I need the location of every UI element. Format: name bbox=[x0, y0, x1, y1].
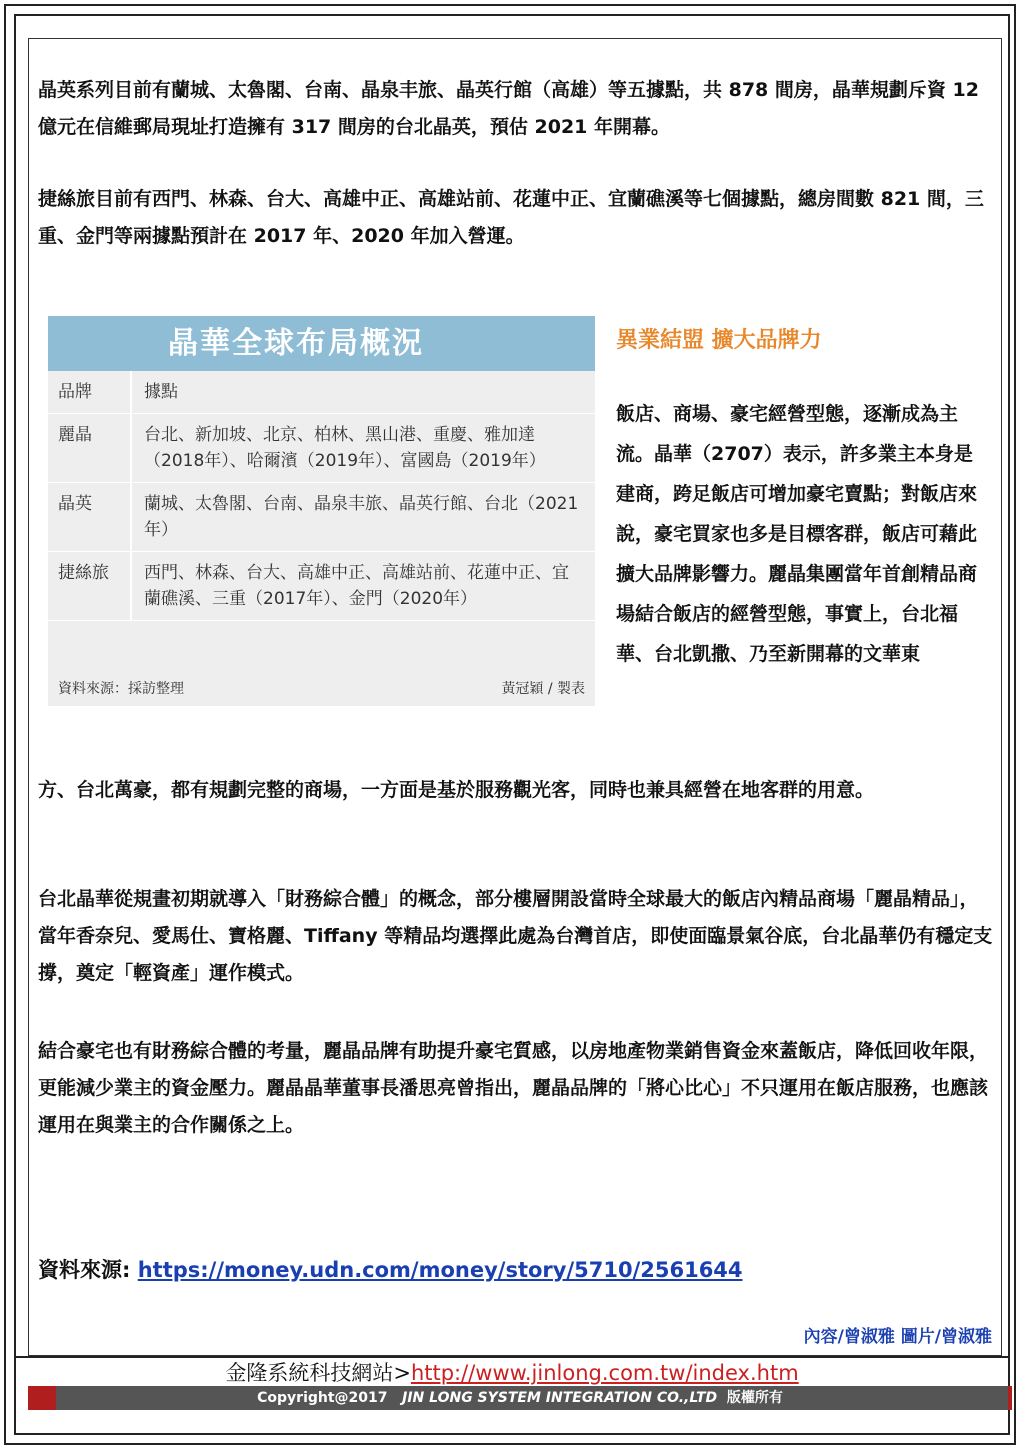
paragraph-financial-complex: 台北晶華從規畫初期就導入「財務綜合體」的概念，部分樓層開設當時全球最大的飯店內精品商場「麗晶精品」，當年香奈兒、愛馬仕、寶格麗、Tiffany 等精品均選擇此處為台灣首店，即使面臨景氣谷底，台北晶華仍有穩定支撐，奠定「輕資產」運作模式。 bbox=[38, 888, 993, 984]
side-column-text: 飯店、商場、豪宅經營型態，逐漸成為主流。晶華（2707）表示，許多業主本身是建商，跨足飯店可增加豪宅賣點；對飯店來說，豪宅買家也多是目標客群，飯店可藉此擴大品牌影響力。麗晶集團當年首創精品商場結合飯店的經營型態，事實上，台北福華、台北凱撒、乃至新開幕的文華東 bbox=[616, 403, 978, 665]
section-heading: 異業結盟 擴大品牌力 bbox=[616, 328, 822, 353]
table-title: 晶華全球布局概況 bbox=[48, 316, 595, 371]
copyright-text: Copyright@2017 bbox=[257, 1390, 388, 1406]
row-brand: 捷絲旅 bbox=[48, 552, 132, 620]
row-location: 台北、新加坡、北京、柏林、黑山港、重慶、雅加達（2018年）、哈爾濱（2019年）、富國島（2019年） bbox=[144, 425, 546, 471]
footer-red-block-right bbox=[1008, 1386, 1012, 1410]
row-brand: 晶英 bbox=[48, 483, 132, 551]
table-row bbox=[48, 414, 595, 483]
source-line bbox=[38, 1254, 743, 1284]
row-location: 西門、林森、台大、高雄中正、高雄站前、花蓮中正、宜蘭礁溪、三重（2017年）、金門（2020年） bbox=[144, 563, 569, 609]
paragraph-silks-series: 晶英系列目前有蘭城、太魯閣、台南、晶泉丰旅、晶英行館（高雄）等五據點，共 878 間房，晶華規劃斥資 12 億元在信維郵局現址打造擁有 317 間房的台北晶英，預估 2021 年開幕。 bbox=[38, 79, 979, 138]
row-brand: 麗晶 bbox=[48, 414, 132, 482]
global-layout-table bbox=[48, 316, 595, 706]
paragraph-continuation: 方、台北萬豪，都有規劃完整的商場，一方面是基於服務觀光客，同時也兼具經營在地客群的用意。 bbox=[38, 779, 875, 801]
footer-red-block bbox=[28, 1386, 56, 1410]
footer-website bbox=[14, 1356, 1010, 1386]
paragraph-luxury-residence: 結合豪宅也有財務綜合體的考量，麗晶品牌有助提升豪宅質感，以房地產物業銷售資金來蓋飯店，降低回收年限，更能減少業主的資金壓力。麗晶晶華董事長潘思亮曾指出，麗晶品牌的「將心比心」不只運用在飯店服務，也應該運用在與業主的合作關係之上。 bbox=[38, 1040, 989, 1136]
credit-line: 內容/曾淑雅 圖片/曾淑雅 bbox=[803, 1327, 992, 1347]
table-header-row bbox=[48, 371, 595, 414]
table-row bbox=[48, 483, 595, 552]
table-maker: 黃冠穎 / 製表 bbox=[501, 681, 585, 697]
table-row bbox=[48, 552, 595, 621]
table-footer bbox=[58, 678, 585, 698]
paragraph-just-sleep: 捷絲旅目前有西門、林森、台大、高雄中正、高雄站前、花蓮中正、宜蘭礁溪等七個據點，總房間數 821 間，三重、金門等兩據點預計在 2017 年、2020 年加入營運。 bbox=[38, 188, 984, 247]
source-link[interactable]: https://money.udn.com/money/story/5710/2561644 bbox=[137, 1258, 743, 1282]
header-location: 據點 bbox=[144, 382, 178, 402]
footer-site-label: 金隆系統科技網站> bbox=[225, 1361, 411, 1385]
rights-text: 版權所有 bbox=[726, 1390, 783, 1406]
footer-site-link[interactable]: http://www.jinlong.com.tw/index.htm bbox=[410, 1361, 799, 1385]
table-source: 資料來源：採訪整理 bbox=[58, 681, 184, 697]
footer-copyright-bar bbox=[28, 1386, 1012, 1410]
source-label: 資料來源: bbox=[38, 1258, 138, 1282]
row-location: 蘭城、太魯閣、台南、晶泉丰旅、晶英行館、台北（2021年） bbox=[144, 494, 579, 540]
header-brand: 品牌 bbox=[48, 371, 132, 413]
company-name: JIN LONG SYSTEM INTEGRATION CO.,LTD bbox=[402, 1390, 718, 1406]
